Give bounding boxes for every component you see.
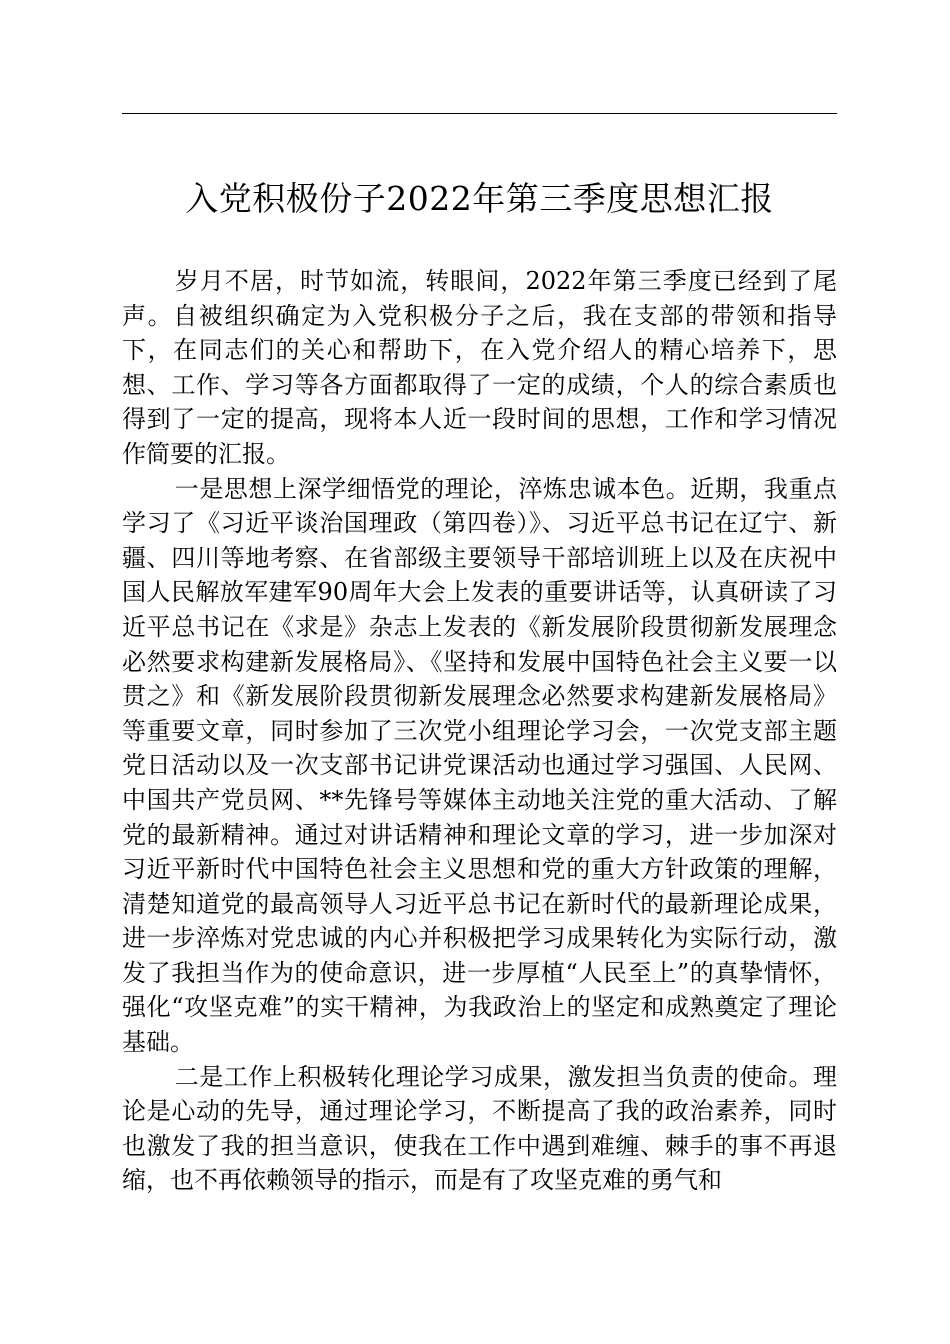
paragraph-work: 二是工作上积极转化理论学习成果，激发担当负责的使命。理论是心动的先导，通过理论学习，不断提高了我的政治素养，同时也激发了我的担当意识，使我在工作中遇到难缠、棘手的事不再退缩，也不再依赖领导的指示，而是有了攻坚克难的勇气和 bbox=[122, 1062, 837, 1195]
paragraph-intro: 岁月不居，时节如流，转眼间，2022年第三季度已经到了尾声。自被组织确定为入党积极分子之后，我在支部的带领和指导下，在同志们的关心和帮助下，在入党介绍人的精心培养下，思想、工作、学习等各方面都取得了一定的成绩，个人的综合素质也得到了一定的提高，现将本人近一段时间的思想，工作和学习情况作简要的汇报。 bbox=[122, 267, 837, 468]
document-body bbox=[122, 264, 837, 1198]
document-title: 入党积极份子2022年第三季度思想汇报 bbox=[185, 179, 774, 218]
header-divider bbox=[122, 113, 837, 114]
paragraph-thought: 一是思想上深学细悟党的理论，淬炼忠诚本色。近期，我重点学习了《习近平谈治国理政（第四卷）》、习近平总书记在辽宁、新疆、四川等地考察、在省部级主要领导干部培训班上以及在庆祝中国人民解放军建军90周年大会上发表的重要讲话等，认真研读了习近平总书记在《求是》杂志上发表的《新发展阶段贯彻新发展理念必然要求构建新发展格局》、《坚持和发展中国特色社会主义要一以贯之》和《新发展阶段贯彻新发展理念必然要求构建新发展格局》等重要文章，同时参加了三次党小组理论学习会，一次党支部主题党日活动以及一次支部书记讲党课活动也通过学习强国、人民网、中国共产党员网、**先锋号等媒体主动地关注党的重大活动、了解党的最新精神。通过对讲话精神和理论文章的学习，进一步加深对习近平新时代中国特色社会主义思想和党的重大方针政策的理解，清楚知道党的最高领导人习近平总书记在新时代的最新理论成果，进一步淬炼对党忠诚的内心并积极把学习成果转化为实际行动，激发了我担当作为的使命意识，进一步厚植“人民至上”的真挚情怀，强化“攻坚克难”的实干精神，为我政治上的坚定和成熟奠定了理论基础。 bbox=[122, 474, 837, 1057]
